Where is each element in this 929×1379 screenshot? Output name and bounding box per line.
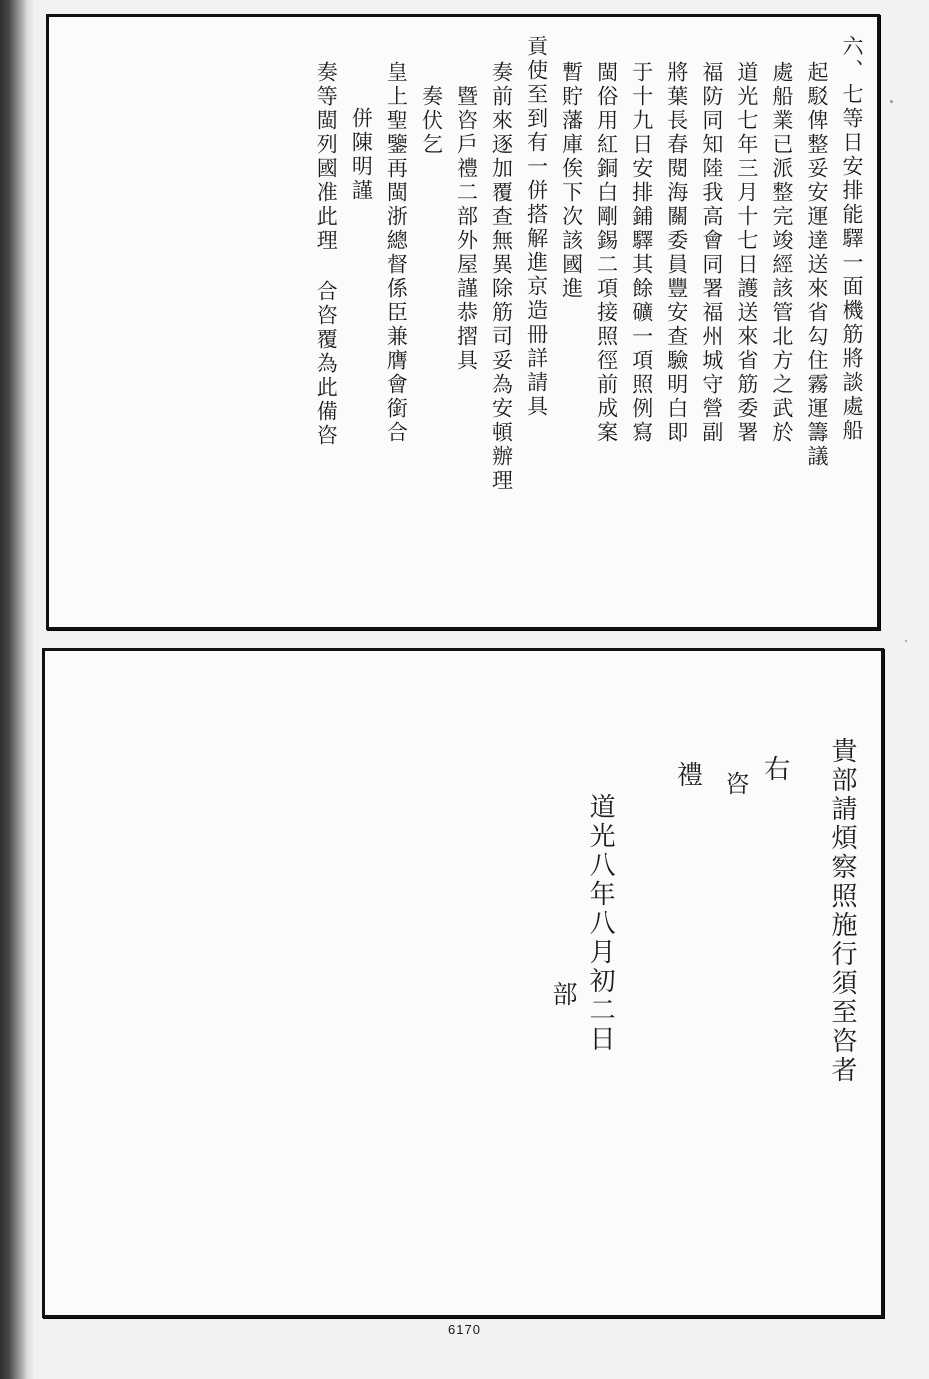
right-note-annotation: 咨 [721, 771, 749, 798]
date-column: 道光八年八月初二日 [585, 793, 616, 1054]
text-column: 將葉長春閱海關委員豐安查驗明白即 [664, 61, 689, 445]
scan-speck [905, 640, 907, 642]
document-frame-top [46, 14, 880, 630]
text-column: 奏伏乞 [419, 85, 444, 157]
text-column: 貢使至到有一併搭解進京造冊詳請具 [524, 35, 549, 419]
text-columns-bottom [45, 651, 881, 1315]
ministry-column: 禮 [672, 761, 703, 790]
text-column: 暫貯藩庫俟下次該國進 [559, 61, 584, 301]
text-column: 起駁俾整妥安運達送來省勾住霧運籌議 [804, 61, 829, 469]
text-column: 道光七年三月十七日護送來省筋委署 [734, 61, 759, 445]
text-column: 皇上聖鑒再閩浙總督係臣兼膺會銜合 [384, 61, 409, 445]
page-number: 6170 [448, 1322, 481, 1337]
right-label-column: 右 [759, 755, 790, 784]
text-column: 六、七等日安排能驛一面機筋將談處船 [840, 35, 864, 443]
text-column: 福防同知陸我高會同署福州城守營副 [699, 61, 724, 445]
text-column: 暨咨戶禮二部外屋謹恭摺具 [454, 85, 479, 373]
text-column: 奏等閩列國准此理 合咨覆為此備咨 [314, 61, 339, 448]
text-column: 閩俗用紅銅白剛錫二項接照徑前成案 [594, 61, 619, 445]
text-column: 併陳明謹 [349, 107, 374, 203]
document-frame-bottom [42, 648, 884, 1318]
text-columns-top [49, 17, 877, 627]
text-column: 于十九日安排鋪驛其餘礦一項照例寫 [629, 61, 654, 445]
closing-formula-column: 貴部請煩察照施行須至咨者 [827, 737, 857, 1085]
ministry-note-annotation: 部 [549, 981, 578, 1009]
text-column: 奏前來逐加覆查無異除筋司妥為安頓辦理 [489, 61, 514, 493]
book-binding-gutter [0, 0, 26, 1379]
text-column: 處船業已派整完竣經該管北方之武於 [769, 61, 794, 445]
page-edge-shadow [26, 0, 34, 1379]
scan-speck [890, 100, 893, 103]
